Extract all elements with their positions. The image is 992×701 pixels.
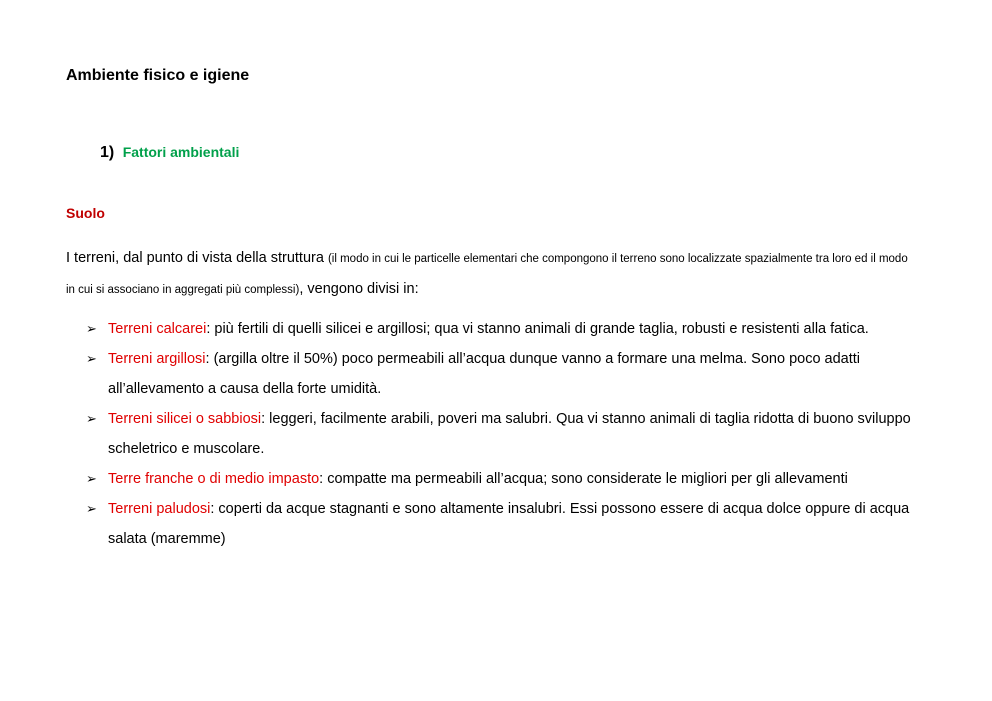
arrowhead-bullet-icon: ➢: [86, 501, 97, 516]
list-item-term: Terreni calcarei: [108, 321, 207, 337]
list-item-term: Terreni paludosi: [108, 501, 211, 517]
section-number: 1): [100, 144, 115, 161]
arrowhead-bullet-icon: ➢: [86, 411, 97, 426]
soil-types-list: [86, 314, 916, 554]
list-item: [86, 404, 916, 464]
list-item: [86, 464, 916, 494]
intro-tail: , vengono divisi in:: [299, 281, 419, 297]
list-item-text: : coperti da acque stagnanti e sono altamente insalubri. Essi possono essere di acqua dolce oppure di acqua salata (maremme): [108, 501, 910, 547]
intro-parenthetical: (il modo in cui le particelle elementari che compongono il terreno sono localizzate spazialmente tra loro ed il modo in cui si associano in aggregati più complessi): [66, 253, 908, 296]
list-item-text: : leggeri, facilmente arabili, poveri ma salubri. Qua vi stanno animali di taglia ridotta di buono sviluppo scheletrico e muscolare.: [108, 411, 911, 457]
intro-paragraph: [66, 243, 916, 305]
subheading-suolo: Suolo: [66, 205, 105, 221]
list-item-text: : più fertili di quelli silicei e argillosi; qua vi stanno animali di grande taglia, robusti e resistenti alla fatica.: [206, 321, 869, 337]
section-heading: [100, 144, 239, 162]
list-item-term: Terreni silicei o sabbiosi: [108, 411, 262, 427]
intro-lead: I terreni, dal punto di vista della struttura: [66, 250, 328, 266]
list-item-text: : (argilla oltre il 50%) poco permeabili all’acqua dunque vanno a formare una melma. Sono poco adatti all’allevamento a causa della forte umidità.: [108, 351, 861, 397]
arrowhead-bullet-icon: ➢: [86, 351, 97, 366]
section-label: Fattori ambientali: [122, 144, 240, 160]
list-item-text: : compatte ma permeabili all’acqua; sono considerate le migliori per gli allevamenti: [319, 471, 848, 487]
list-item: [86, 314, 916, 344]
document-title: Ambiente fisico e igiene: [66, 67, 250, 84]
arrowhead-bullet-icon: ➢: [86, 321, 97, 336]
list-item: [86, 344, 916, 404]
list-item-term: Terre franche o di medio impasto: [108, 471, 320, 487]
arrowhead-bullet-icon: ➢: [86, 471, 97, 486]
list-item-term: Terreni argillosi: [108, 351, 206, 367]
list-item: [86, 494, 916, 554]
